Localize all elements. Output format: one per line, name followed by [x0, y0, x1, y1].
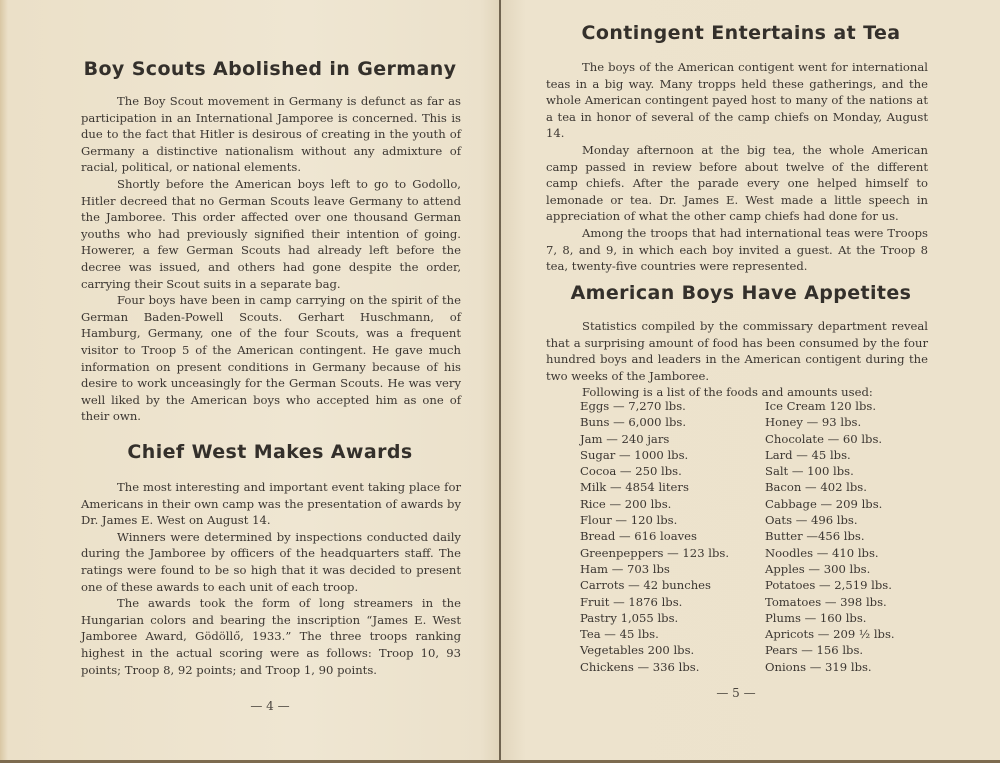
page-number: — 4 — — [250, 699, 290, 713]
food-list-item: Fruit — 1876 lbs. — [580, 594, 683, 609]
food-list-item: Lard — 45 lbs. — [765, 447, 851, 462]
food-list-item: Jam — 240 jars — [580, 431, 670, 446]
food-list-item: Vegetables 200 lbs. — [580, 643, 695, 658]
food-list-item: Flour — 120 lbs. — [580, 513, 678, 528]
food-list-item: Buns — 6,000 lbs. — [580, 415, 687, 430]
food-list-item: Oats — 496 lbs. — [765, 513, 858, 528]
food-list-item: Butter —456 lbs. — [765, 529, 865, 544]
paragraph: Shortly before the American boys left to go to Godollo, Hitler decreed that no German Scouts leave Germany to attend the Jamboree. This order affected over one thousand German youths who had previously signified their intention of going. Howerer, a few German Scouts had already left before the decree was issued, and others had gone despite the order, carrying their Scout suits in a separate bag. — [81, 176, 461, 291]
food-list — [580, 398, 925, 675]
paragraph: Among the troops that had international teas were Troops 7, 8, and 9, in which each boy invited a guest. At the Troop 8 tea, twenty-five countries were represented. — [546, 225, 928, 274]
food-list-column-right — [765, 398, 925, 675]
food-list-item: Milk — 4854 liters — [580, 480, 689, 495]
food-list-item: Tea — 45 lbs. — [580, 627, 659, 642]
food-list-item: Pastry 1,055 lbs. — [580, 610, 679, 625]
food-list-column-left — [580, 398, 765, 675]
food-list-item: Potatoes — 2,519 lbs. — [765, 578, 892, 593]
food-list-item: Salt — 100 lbs. — [765, 464, 854, 479]
paragraph: Statistics compiled by the commissary department reveal that a surprising amount of food has been consumed by the four hundred boys and leaders in the American contigent during the two weeks of the Jamboree. — [546, 319, 928, 383]
food-list-item: Apricots — 209 ½ lbs. — [765, 627, 895, 642]
food-list-item: Bread — 616 loaves — [580, 529, 697, 544]
food-list-item: Noodles — 410 lbs. — [765, 545, 879, 560]
food-list-item: Cabbage — 209 lbs. — [765, 496, 883, 511]
food-list-item: Greenpeppers — 123 lbs. — [580, 545, 730, 560]
article-boy-scouts-abolished — [81, 93, 461, 425]
food-list-item: Apples — 300 lbs. — [765, 561, 871, 576]
food-list-item: Bacon — 402 lbs. — [765, 480, 867, 495]
food-list-item: Pears — 156 lbs. — [765, 643, 864, 658]
food-list-item: Ice Cream 120 lbs. — [765, 399, 877, 413]
food-list-item: Ham — 703 lbs — [580, 561, 670, 576]
paragraph: Monday afternoon at the big tea, the whole American camp passed in review before about twelve of the different camp chiefs. After the parade every one helped himself to lemonade or tea. Dr. James E. West made a little speech in appreciation of what the other camp chiefs had done for us. — [546, 142, 928, 224]
list-intro: Following is a list of the foods and amounts used: — [582, 385, 873, 400]
page-number: — 5 — — [716, 686, 756, 700]
food-list-item: Cocoa — 250 lbs. — [580, 464, 682, 479]
page-5 — [501, 0, 1000, 763]
headline-contingent-tea: Contingent Entertains at Tea — [581, 22, 901, 44]
paragraph: The boys of the American contigent went for international teas in a big way. Many tropps held these gatherings, and the whole American contingent payed host to many of the nations at a tea in honor of several of the camp chiefs on Monday, August 14. — [546, 60, 928, 141]
article-contingent-tea — [546, 59, 928, 275]
food-list-item: Carrots — 42 bunches — [580, 578, 711, 593]
article-chief-west-awards — [81, 479, 461, 678]
food-list-item: Chocolate — 60 lbs. — [765, 431, 883, 446]
headline-boy-scouts-abolished: Boy Scouts Abolished in Germany — [83, 58, 457, 80]
paragraph: The most interesting and important event taking place for Americans in their own camp was the presentation of awards by Dr. James E. West on August 14. — [81, 480, 461, 528]
paragraph: Four boys have been in camp carrying on the spirit of the German Baden-Powell Scouts. Gerhart Huschmann, of Hamburg, Germany, one of the four Scouts, was a frequent visitor to Troop 5 of the American contingent. He gave much information on present conditions in Germany because of his desire to work unceasingly for the German Scouts. He was very well liked by the American boys who accepted him as one of their own. — [81, 293, 461, 424]
food-list-item: Tomatoes — 398 lbs. — [765, 594, 887, 609]
headline-chief-west-awards: Chief West Makes Awards — [127, 441, 413, 463]
paragraph: The awards took the form of long streamers in the Hungarian colors and bearing the inscription “James E. West Jamboree Award, Gödöllő, 1933.” The three troops ranking highest in the actual scoring were as follows: Troop 10, 93 points; Troop 8, 92 points; and Troop 1, 90 points. — [81, 596, 461, 677]
article-american-boys-appetites — [546, 318, 928, 401]
food-list-item: Rice — 200 lbs. — [580, 496, 672, 511]
food-list-item: Eggs — 7,270 lbs. — [580, 399, 686, 413]
food-list-item: Sugar — 1000 lbs. — [580, 447, 689, 462]
food-list-item: Onions — 319 lbs. — [765, 659, 872, 674]
food-list-item: Chickens — 336 lbs. — [580, 659, 700, 674]
food-list-item: Honey — 93 lbs. — [765, 415, 862, 430]
paragraph: Winners were determined by inspections conducted daily during the Jamboree by officers of the headquarters staff. The ratings were found to be so high that it was decided to present one of these awards to each unit of each troop. — [81, 529, 461, 594]
paragraph: The Boy Scout movement in Germany is defunct as far as participation in an International Jamporee is concerned. This is due to the fact that Hitler is desirous of creating in the youth of Germany a distinctive nationalism without any admixture of racial, political, or national elements. — [81, 94, 461, 175]
food-list-item: Plums — 160 lbs. — [765, 610, 867, 625]
headline-american-boys-appetites: American Boys Have Appetites — [570, 282, 912, 304]
